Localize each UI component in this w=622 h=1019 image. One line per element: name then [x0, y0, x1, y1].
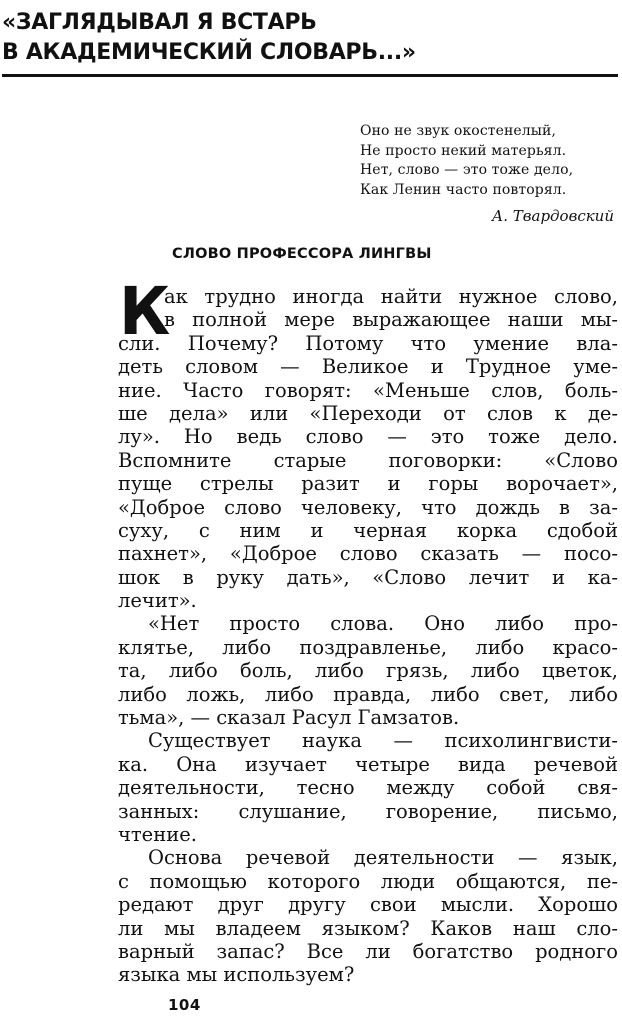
- body-line: ше дела» или «Переходи от слов к де-: [118, 401, 618, 425]
- chapter-title-line-2: В АКАДЕМИЧЕСКИЙ СЛОВАРЬ...»: [2, 40, 416, 65]
- title-divider-rule: [2, 74, 618, 77]
- body-line: лечит».: [118, 589, 197, 613]
- chapter-title-line-1: «ЗАГЛЯДЫВАЛ Я ВСТАРЬ: [2, 10, 317, 35]
- body-line: языка мы используем?: [118, 963, 355, 987]
- body-line: либо ложь, либо правда, либо свет, либо: [118, 682, 618, 706]
- body-line: пуще стрелы разит и горы ворочает»,: [118, 472, 618, 496]
- epigraph-author: А. Твардовский: [491, 207, 614, 225]
- body-line: шок в руку дать», «Слово лечит и ка-: [118, 565, 618, 589]
- body-line: с помощью которого люди общаются, пе-: [118, 869, 618, 893]
- body-line: ние. Часто говорят: «Меньше слов, боль-: [118, 378, 618, 402]
- epigraph-line: Нет, слово — это тоже дело,: [360, 162, 574, 178]
- section-heading: СЛОВО ПРОФЕССОРА ЛИНГВЫ: [172, 246, 432, 262]
- body-line: ак трудно иногда найти нужное слово,: [164, 285, 618, 308]
- epigraph-line: Оно не звук окостенелый,: [360, 123, 557, 139]
- body-line: Вспомните старые поговорки: «Слово: [118, 448, 618, 472]
- body-line: занных: слушание, говорение, письмо,: [118, 799, 618, 823]
- body-line: варный запас? Все ли богатство родного: [118, 939, 618, 963]
- body-line: чтение.: [118, 822, 197, 846]
- page-number: 104: [168, 996, 201, 1014]
- chapter-title: [2, 8, 602, 68]
- body-line: «Нет просто слова. Оно либо про-: [148, 612, 618, 636]
- body-line: «Доброе слово человеку, что дождь в за-: [118, 495, 618, 519]
- drop-cap-letter: К: [119, 273, 171, 350]
- epigraph: [360, 122, 622, 227]
- body-line: тьма», — сказал Расул Гамзатов.: [118, 706, 460, 730]
- body-line: пахнет», «Доброе слово сказать — посо-: [118, 542, 618, 566]
- body-line: суху, с ним и черная корка сдобой: [118, 518, 618, 542]
- body-line: клятье, либо поздравленье, либо красо-: [118, 635, 618, 659]
- body-line: в полной мере выражающее наши мы-: [164, 308, 618, 332]
- epigraph-line: Не просто некий матерьял.: [360, 142, 567, 159]
- body-text: [118, 273, 618, 987]
- body-line: ли мы владеем языком? Каков наш сло-: [118, 916, 618, 940]
- body-line: та, либо боль, либо грязь, либо цветок,: [118, 659, 618, 683]
- body-line: деятельности, тесно между собой свя-: [118, 776, 618, 800]
- body-line: ка. Она изучает четыре вида речевой: [118, 752, 618, 776]
- body-line: деть словом — Великое и Трудное уме-: [118, 355, 618, 379]
- body-line: Существует наука — психолингвисти-: [148, 729, 618, 753]
- body-line: лу». Но ведь слово — это тоже дело.: [118, 425, 618, 449]
- body-line: редают друг другу свои мысли. Хорошо: [118, 893, 618, 917]
- body-line: сли. Почему? Потому что умение вла-: [118, 331, 618, 355]
- body-line: Основа речевой деятельности — язык,: [148, 846, 618, 870]
- epigraph-line: Как Ленин часто повторял.: [360, 181, 567, 198]
